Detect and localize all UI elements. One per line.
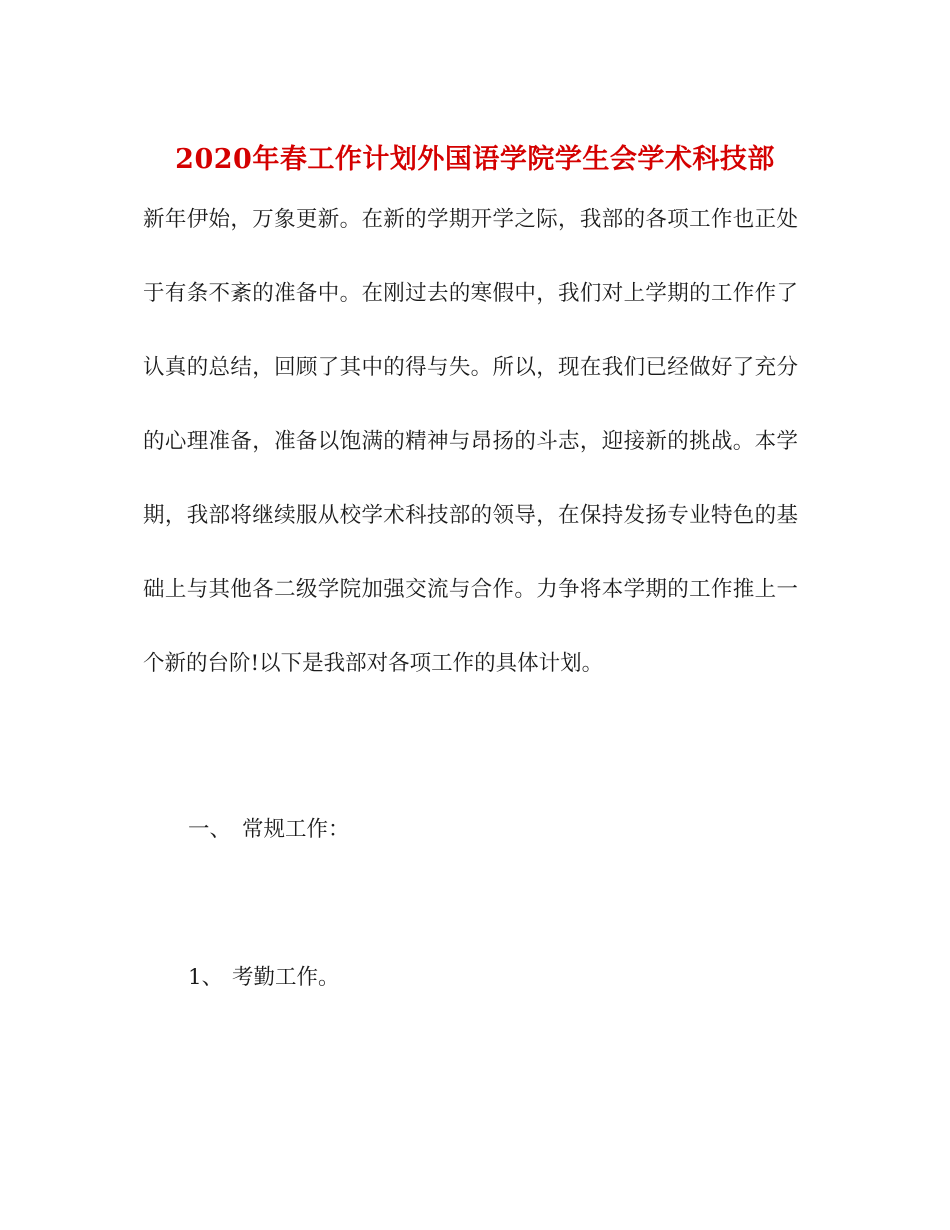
paragraph-line-7: 个新的台阶!以下是我部对各项工作的具体计划。 — [143, 651, 604, 676]
section-1-number: 一、 — [188, 817, 232, 842]
paragraph-line-6: 础上与其他各二级学院加强交流与合作。力争将本学期的工作推上一 — [143, 577, 798, 602]
paragraph-line-4: 的心理准备，准备以饱满的精神与昂扬的斗志，迎接新的挑战。本学 — [143, 429, 798, 454]
paragraph-line-2: 于有条不紊的准备中。在刚过去的寒假中，我们对上学期的工作作了 — [143, 281, 798, 306]
paragraph-line-5: 期，我部将继续服从校学术科技部的领导，在保持发扬专业特色的基 — [143, 503, 798, 528]
paragraph-line-1: 新年伊始，万象更新。在新的学期开学之际，我部的各项工作也正处 — [143, 207, 798, 232]
document-title: 2020年春工作计划外国语学院学生会学术科技部 — [175, 144, 775, 175]
paragraph-line-3: 认真的总结，回顾了其中的得与失。所以，现在我们已经做好了充分 — [143, 355, 798, 380]
item-1-heading: 考勤工作。 — [232, 965, 340, 990]
section-1-heading: 常规工作： — [242, 817, 350, 842]
item-1-number: 1、 — [188, 965, 224, 990]
